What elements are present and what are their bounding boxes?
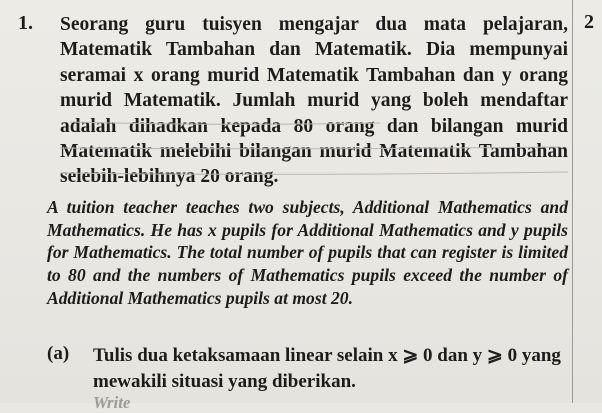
part-a-text: Tulis dua ketaksamaan linear selain x ⩾ 0 dan y ⩾ 0 yang mewakili situasi yang diberikan. xyxy=(93,345,561,392)
question-number: 1. xyxy=(18,12,33,34)
question-text-english: A tuition teacher teaches two subjects, Additional Mathematics and Mathematics. He has x pupils for Additional Mathematics and y pupils for Mathematics. The total number of pupils that can register is limited to 80 and the numbers of Mathematics pupils exceed the number of Additional Mathematics pupils at most 20. xyxy=(47,197,568,308)
part-a-label: (a) xyxy=(47,343,70,364)
marks-margin-line xyxy=(572,0,573,403)
question-marks: 2 xyxy=(584,11,594,33)
part-a-faded-english: Write xyxy=(93,393,131,412)
question-text-malay: Seorang guru tuisyen mengajar dua mata pelajaran, Matematik Tambahan dan Matematik. Dia mempunyai seramai x orang murid Matematik Tambahan dan y orang murid Matematik. Jumlah murid yang boleh mendaftar adalah dihadkan kepada 80 orang dan bilangan murid Matematik melebihi bilangan murid Matematik Tambahan selebih-lebihnya 20 orang. xyxy=(60,14,568,188)
